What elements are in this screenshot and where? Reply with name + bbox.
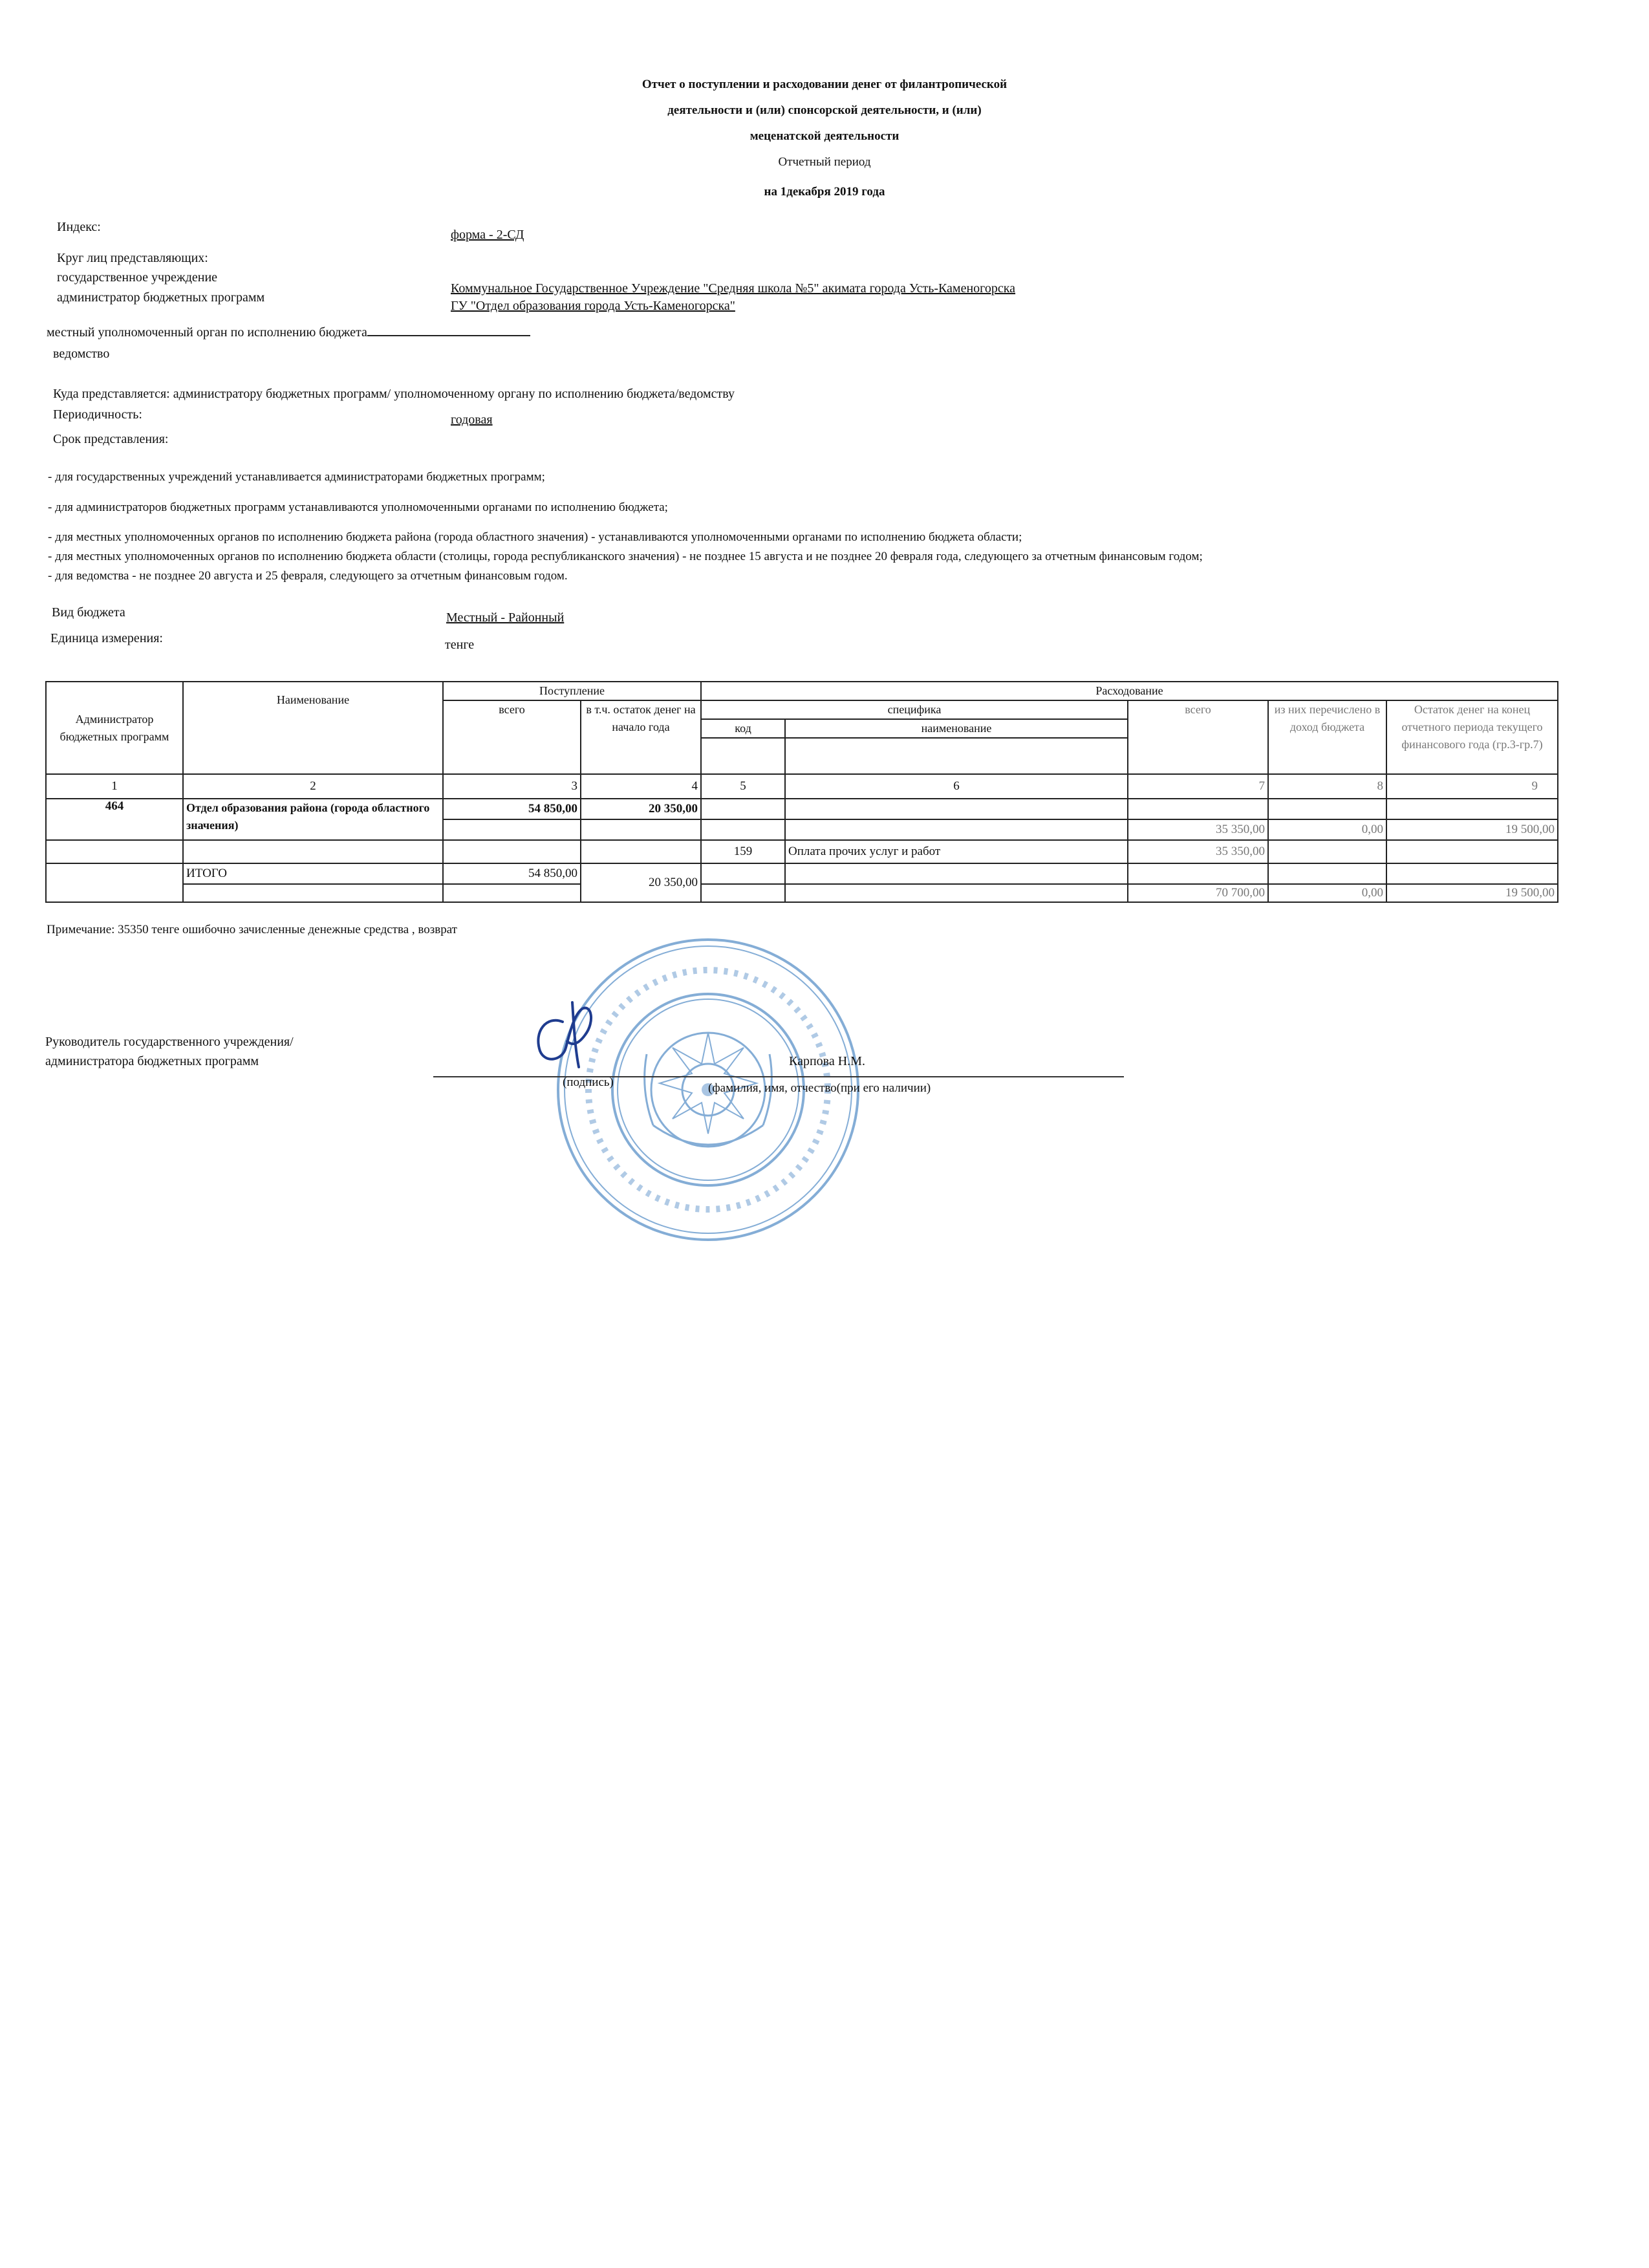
total-row-values (46, 884, 1558, 902)
col-number: 7 (1128, 774, 1268, 799)
report-title-line3: меценатской деятельности (749, 129, 900, 143)
fio-caption: (фамилия, имя, отчество(при его наличии) (708, 1081, 931, 1095)
receipt-balance-header: в т.ч. остаток денег на начало года (581, 700, 701, 774)
row1-end-balance-top (1386, 799, 1558, 819)
row1-receipt-balance-2 (581, 819, 701, 840)
total-expense-budget-top (1268, 863, 1386, 884)
vedomstvo-label: ведомство (53, 347, 110, 361)
note: Примечание: 35350 тенге ошибочно зачисленные денежные средства , возврат (47, 923, 457, 936)
col-number: 2 (183, 774, 443, 799)
row1-expense-budget-top (1268, 799, 1386, 819)
circle-label-3: администратор бюджетных программ (57, 290, 265, 305)
total-expense-total-top (1128, 863, 1268, 884)
signature-line (433, 1076, 1124, 1077)
signature-icon (527, 996, 601, 1074)
report-title-line2: деятельности и (или) спонсорской деятельности, и (или) (667, 103, 982, 117)
where-label: Куда представляется: администратору бюджетных программ/ уполномоченному органу по исполнению бюджета/ведомству (53, 387, 735, 401)
spec-name-header: наименование (785, 719, 1128, 738)
row1-code-2 (701, 819, 785, 840)
total-code-2 (701, 884, 785, 902)
spec-header: специфика (701, 700, 1128, 719)
index-value: форма - 2-СД (451, 228, 524, 242)
index-label: Индекс: (57, 220, 101, 234)
sign-caption: (подпись) (563, 1075, 614, 1089)
row1-end-balance: 19 500,00 (1386, 819, 1558, 840)
col-admin-header: Администратор бюджетных программ (46, 682, 183, 774)
spec-code-header: код (701, 719, 785, 738)
row1-admin: 464 (46, 799, 183, 840)
row2-receipt-balance (581, 840, 701, 863)
col-number: 5 (701, 774, 785, 799)
col-number: 6 (785, 774, 1128, 799)
table-row (46, 799, 1558, 819)
row1-code (701, 799, 785, 819)
head-label-1: Руководитель государственного учреждения/ (45, 1035, 294, 1049)
total-name-2 (183, 884, 443, 902)
period-value: на 1декабря 2019 года (764, 185, 885, 199)
total-label: ИТОГО (183, 863, 443, 884)
row1-receipt-total-2 (443, 819, 581, 840)
row2-code: 159 (701, 840, 785, 863)
row1-spec-name (785, 799, 1128, 819)
total-receipt-total-2 (443, 884, 581, 902)
report-table (45, 681, 1558, 903)
head-label-2: администратора бюджетных программ (45, 1054, 259, 1068)
row2-expense-total: 35 350,00 (1128, 840, 1268, 863)
admin-name: ГУ "Отдел образования города Усть-Каменогорска" (451, 299, 735, 313)
total-end-balance-top (1386, 863, 1558, 884)
total-expense-total: 70 700,00 (1128, 884, 1268, 902)
receipt-header: Поступление (443, 682, 701, 700)
row2-receipt-total (443, 840, 581, 863)
budget-type-label: Вид бюджета (52, 605, 125, 620)
unit-value: тенге (445, 638, 475, 652)
circle-label-1: Круг лиц представляющих: (57, 251, 208, 265)
circle-label-2: государственное учреждение (57, 270, 218, 285)
row2-expense-budget (1268, 840, 1386, 863)
local-organ-label: местный уполномоченный орган по исполнению бюджета (47, 323, 530, 340)
total-end-balance: 19 500,00 (1386, 884, 1558, 902)
spec-code-spacer (701, 738, 785, 774)
total-receipt-balance: 20 350,00 (581, 863, 701, 902)
row1-receipt-balance: 20 350,00 (581, 799, 701, 819)
deadline-label: Срок представления: (53, 432, 169, 446)
header-row-1 (46, 682, 1558, 700)
deadline-line-3: - для местных уполномоченных органов по исполнению бюджета района (города областного значения) - устанавливаются уполномоченными органами по исполнению бюджета области; (48, 530, 1022, 544)
expense-header: Расходование (701, 682, 1558, 700)
unit-label: Единица измерения: (50, 631, 163, 645)
deadline-line-1: - для государственных учреждений устанавливается администраторами бюджетных программ; (48, 470, 545, 484)
expense-budget-header: из них перечислено в доход бюджета (1268, 700, 1386, 774)
row1-spec-name-2 (785, 819, 1128, 840)
receipt-total-header: всего (443, 700, 581, 774)
col-number: 1 (46, 774, 183, 799)
report-title-line1: Отчет о поступлении и расходовании денег от филантропической (641, 78, 1008, 91)
row2-name (183, 840, 443, 863)
institution-name: Коммунальное Государственное Учреждение "Средняя школа №5" акимата города Усть-Каменогорска (451, 281, 1016, 296)
expense-total-header: всего (1128, 700, 1268, 774)
row2-spec-name: Оплата прочих услуг и работ (785, 840, 1128, 863)
row1-receipt-total: 54 850,00 (443, 799, 581, 819)
row2-end-balance (1386, 840, 1558, 863)
table-row (46, 840, 1558, 863)
col-name-header: Наименование (183, 682, 443, 774)
column-number-row (46, 774, 1558, 799)
deadline-line-2: - для администраторов бюджетных программ устанавливаются уполномоченными органами по исполнению бюджета; (48, 501, 668, 514)
signer-name: Карпова Н.М. (789, 1054, 865, 1068)
total-row (46, 863, 1558, 884)
row2-admin (46, 840, 183, 863)
periodicity-label: Периодичность: (53, 407, 142, 422)
deadline-line-4: - для местных уполномоченных органов по исполнению бюджета области (столицы, города республиканского значения) - не позднее 15 августа и не позднее 20 февраля года, следующего за отчетным финансовым годом; (48, 550, 1203, 563)
total-spec-name (785, 863, 1128, 884)
row1-name: Отдел образования района (города областного значения) (183, 799, 443, 840)
total-spec-name-2 (785, 884, 1128, 902)
deadline-line-5: - для ведомства - не позднее 20 августа и 25 февраля, следующего за отчетным финансовым годом. (48, 569, 568, 583)
budget-type-value: Местный - Районный (446, 610, 565, 625)
row1-expense-budget: 0,00 (1268, 819, 1386, 840)
total-code (701, 863, 785, 884)
col-number: 8 (1268, 774, 1386, 799)
local-organ-blank (367, 323, 530, 336)
row1-expense-total-top (1128, 799, 1268, 819)
periodicity-value: годовая (451, 413, 493, 427)
col-number: 9 (1386, 774, 1558, 799)
col-number: 3 (443, 774, 581, 799)
col-number: 4 (581, 774, 701, 799)
row1-expense-total: 35 350,00 (1128, 819, 1268, 840)
total-receipt-total: 54 850,00 (443, 863, 581, 884)
total-expense-budget: 0,00 (1268, 884, 1386, 902)
spec-name-spacer (785, 738, 1128, 774)
end-balance-header: Остаток денег на конец отчетного периода текущего финансового года (гр.3-гр.7) (1386, 700, 1558, 774)
period-label: Отчетный период (778, 155, 871, 169)
total-admin (46, 863, 183, 902)
